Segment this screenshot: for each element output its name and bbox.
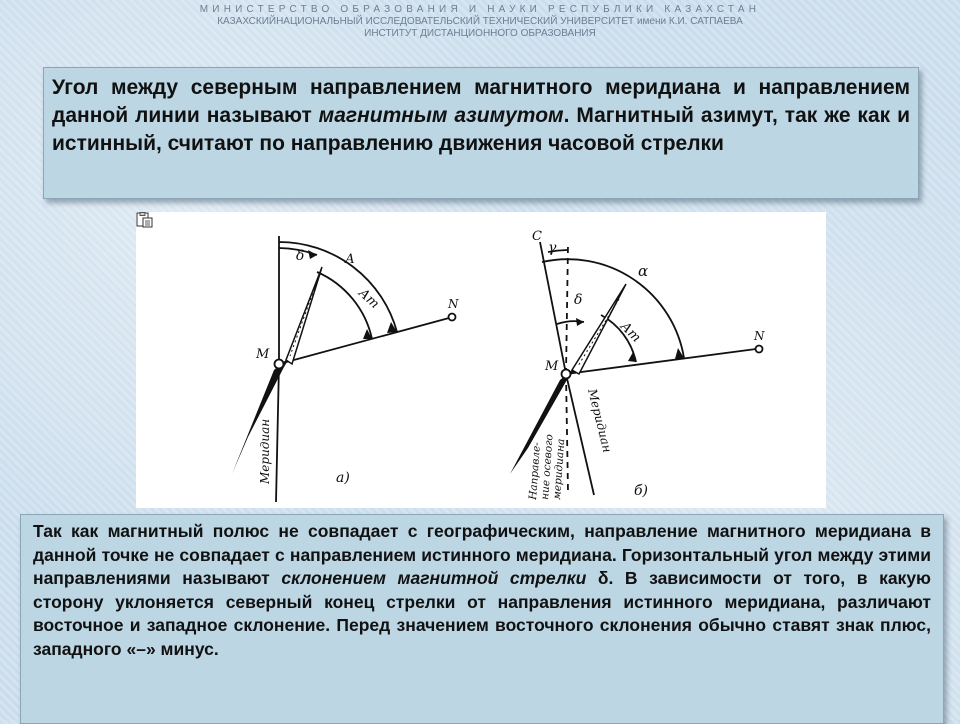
definition-text-after: . Магнитный азимут, так же как и истинный, считают по направлению движения часовой стрелки [52,104,910,155]
right-direction-line [566,349,756,374]
left-delta-label: δ [296,248,305,264]
azimuth-figure [136,212,826,508]
right-axial-label-2: ние осевого [539,433,556,501]
right-axial-meridian-line [566,244,568,374]
clipboard-icon[interactable] [136,212,154,228]
right-delta-label: δ [574,292,583,308]
definition-term: магнитным азимутом [318,104,564,127]
right-alpha-label: α [638,262,649,280]
definition-text-before: Угол между северным направлением магнитного меридиана и направлением данной линии называют [52,76,910,127]
declination-text-before: Так как магнитный полюс не совпадает с географическим, направление магнитного меридиана в данной точке не совпадает с направлением истинного меридиана. Горизонтальный угол между этими направлениями называют [33,521,931,588]
right-point-n-marker [756,346,763,353]
left-needle-north [286,267,322,364]
right-gamma-label: γ [548,240,557,256]
ministry-title: МИНИСТЕРСТВО ОБРАЗОВАНИЯ И НАУКИ РЕСПУБЛИКИ КАЗАХСТАН [199,4,761,15]
left-caption: а) [336,470,350,486]
definition-box [43,67,919,199]
declination-box [20,514,944,724]
left-point-n-marker [449,314,456,321]
university-name: КАЗАХСКИЙНАЦИОНАЛЬНЫЙ ИССЛЕДОВАТЕЛЬСКИЙ ТЕХНИЧЕСКИЙ УНИВЕРСИТЕТ [217,16,635,27]
page-header [0,4,960,40]
right-meridian-label: Меридиан [585,387,615,454]
left-meridian-line [276,364,279,502]
left-mag-azimuth-label: Ат [355,285,382,312]
right-delta-arrowhead [576,318,584,326]
right-caption: б) [634,483,649,499]
right-axial-meridian-lower-line [566,374,568,492]
left-point-n: N [448,297,459,311]
left-azimuth-label: А [345,252,355,267]
left-point-m: М [256,347,270,362]
left-meridian-label: Меридиан [258,418,272,484]
right-axial-label-1: Направле- [527,441,544,501]
left-delta-arrowhead [308,250,317,259]
right-point-m: М [545,359,559,374]
right-axial-label-3: меридиана [551,438,568,501]
right-mag-azimuth-label: Ат [617,319,644,346]
azimuth-diagram [136,212,826,508]
right-point-n: N [754,329,765,343]
declination-text-after: δ. В зависимости от того, в какую сторону уклоняется северный конец стрелки от направления истинного меридиана, различают восточное и западное склонение. Перед значением восточного склонения обычно ставят знак плюс, западного «–» минус. [33,568,931,659]
university-title [0,16,960,28]
declination-term: склонением магнитной стрелки [281,568,587,588]
left-pivot [275,360,284,369]
institute-title: ИНСТИТУТ ДИСТАНЦИОННОГО ОБРАЗОВАНИЯ [364,28,596,39]
left-mag-azimuth-arc [317,272,372,339]
right-point-c: С [532,229,542,244]
left-diagram [276,236,449,502]
university-named-after: имени К.И. САТПАЕВА [636,16,743,27]
right-pivot [562,370,571,379]
